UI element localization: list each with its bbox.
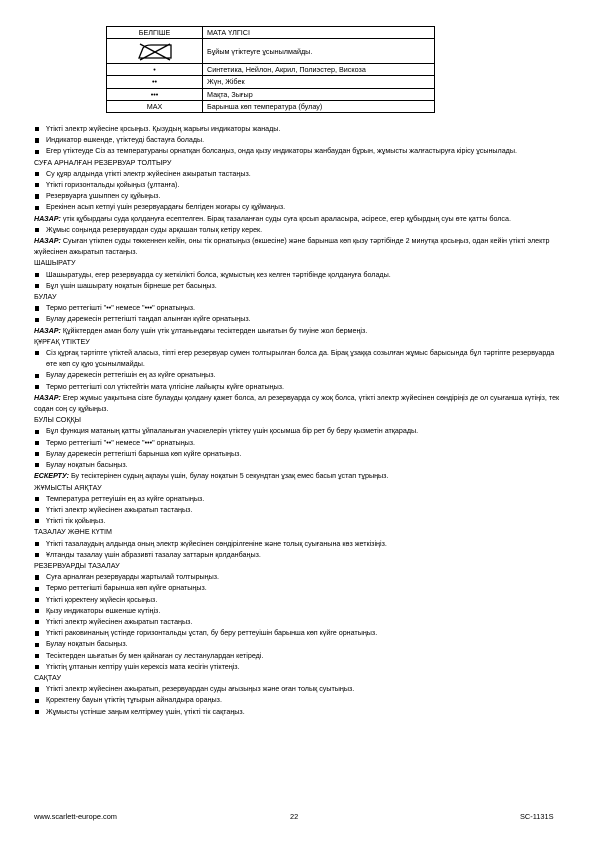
bullet-item <box>34 516 564 527</box>
bullet-text: Үтікті қоректену жүйесін қосыңыз. <box>46 595 158 604</box>
bullet-square-icon <box>35 452 39 456</box>
bullet-square-icon <box>35 620 39 624</box>
bullet-item <box>34 628 564 639</box>
bullet-text: Үтікті раковинаның үстінде горизонтальды ұстап, бу беру реттеуішін барынша көп күйге орнатыңыз. <box>46 629 378 638</box>
bullet-square-icon <box>35 598 39 602</box>
section-heading: БУЛЫ СОҚҚЫ <box>34 416 82 425</box>
bullet-item <box>34 146 564 157</box>
table-cell-fabric: Бұйым үтіктеуге ұсынылмайды. <box>203 39 435 64</box>
bullet-item <box>34 426 564 437</box>
note-paragraph <box>34 393 564 415</box>
table-cell-symbol: •• <box>107 76 203 88</box>
bullet-item <box>34 382 564 393</box>
table-cell-fabric: Барынша көп температура (булау) <box>203 100 435 112</box>
footer-page-number: 22 <box>290 812 299 821</box>
bullet-text: Үтікті электр жүйесінен ажыратып тастаңыз. <box>46 505 193 514</box>
note-text: Егер жұмыс уақытына сізге булауды қолдану қажет болса, ал резервуарда су жоқ болса, үтікті электр жүйесінен сөндіріңіз де ол суығанша күтіңіз, тек содан соң су құйыңыз. <box>34 393 560 414</box>
bullet-square-icon <box>35 374 39 378</box>
bullet-square-icon <box>35 665 39 669</box>
bullet-item <box>34 550 564 561</box>
bullet-text: Термо реттегішті барынша көп күйге орнатыңыз. <box>46 584 207 593</box>
bullet-item <box>34 225 564 236</box>
bullet-square-icon <box>35 699 39 703</box>
section-heading: ТАЗАЛАУ ЖӘНЕ КҮТІМ <box>34 528 112 537</box>
bullet-square-icon <box>35 351 39 355</box>
bullet-item <box>34 572 564 583</box>
section-heading: САҚТАУ <box>34 673 62 682</box>
table-cell-symbol: MAX <box>107 100 203 112</box>
note-paragraph <box>34 236 564 258</box>
bullet-item <box>34 348 564 370</box>
bullet-square-icon <box>35 228 39 232</box>
note-label: НАЗАР: <box>34 237 61 246</box>
bullet-item <box>34 539 564 550</box>
bullet-text: Үтікті тік қойыңыз. <box>46 517 106 526</box>
bullet-item <box>34 191 564 202</box>
bullet-text: Егер үтіктеуде Сіз аз температураны орнатқан болсаңыз, онда қызу индикаторы жанбаудан бұрын, жұмысты жалғастыруға кірісу ұсынылады. <box>46 147 517 156</box>
bullet-text: Үтікті электр жүйесінен ажыратып тастаңыз. <box>46 617 193 626</box>
bullet-square-icon <box>35 643 39 647</box>
bullet-item <box>34 270 564 281</box>
bullet-square-icon <box>35 306 39 310</box>
bullet-text: Шашыратуды, егер резервуарда су жеткілікті болса, жұмыстың кез келген тәртібінде қолдануға болады. <box>46 270 391 279</box>
bullet-text: Термо реттегішті сол үтіктейтін мата үлгісіне лайықты күйге орнатыңыз. <box>46 382 284 391</box>
table-row <box>107 100 435 112</box>
bullet-square-icon <box>35 587 39 591</box>
bullet-item <box>34 684 564 695</box>
bullet-square-icon <box>35 654 39 658</box>
note-paragraph <box>34 214 564 225</box>
no-ironing-icon <box>135 42 175 62</box>
note-label: НАЗАР: <box>34 326 61 335</box>
section-heading: РЕЗЕРВУАРДЫ ТАЗАЛАУ <box>34 561 120 570</box>
bullet-text: Үтікті электр жүйесінен ажыратып, резервуардан суды ағызыңыз және оған толық суытыңыз. <box>46 685 355 694</box>
bullet-text: Бұл функция матаның қатты ұйпаланыған учаскелерін үтіктеу үшін қосымша бір рет бу беру қызметін атқарады. <box>46 427 419 436</box>
bullet-item <box>34 124 564 135</box>
bullet-square-icon <box>35 127 39 131</box>
bullet-item <box>34 180 564 191</box>
table-cell-symbol: ••• <box>107 88 203 100</box>
bullet-item <box>34 202 564 213</box>
table-cell-fabric: Мақта, Зығыр <box>203 88 435 100</box>
note-paragraph <box>34 471 564 482</box>
bullet-text: Жұмыс соңында резервуардан суды арқашан толық кетіру керек. <box>46 225 263 234</box>
bullet-item <box>34 606 564 617</box>
section-heading: ШАШЫРАТУ <box>34 259 76 268</box>
section-heading: ЖҰМЫСТЫ АЯҚТАУ <box>34 483 102 492</box>
bullet-item <box>34 494 564 505</box>
footer-url: www.scarlett-europe.com <box>34 812 117 821</box>
section-heading: СУҒА АРНАЛҒАН РЕЗЕРВУАР ТОЛТЫРУ <box>34 158 172 167</box>
note-paragraph <box>34 326 564 337</box>
bullet-text: Жұмысты үстінше заңым келтірмеу үшін, үтікті тік сақтаңыз. <box>46 707 245 716</box>
bullet-item <box>34 707 564 718</box>
footer-model: SC-1131S <box>520 812 554 821</box>
instructions-body <box>34 124 564 718</box>
bullet-item <box>34 695 564 706</box>
bullet-item <box>34 583 564 594</box>
table-header-symbol: БЕЛГІШЕ <box>107 27 203 39</box>
bullet-item <box>34 651 564 662</box>
bullet-item <box>34 662 564 673</box>
note-label: ЕСКЕРТУ: <box>34 472 69 481</box>
table-row <box>107 76 435 88</box>
bullet-text: Суға арналған резервуарды жартылай толтырыңыз. <box>46 573 220 582</box>
bullet-item <box>34 595 564 606</box>
bullet-text: Қоректену бауын үтіктің тұғырын айналдыра ораңыз. <box>46 696 222 705</box>
bullet-text: Су құяр алдында үтікті электр жүйесінен ажыратып тастаңыз. <box>46 169 251 178</box>
note-text: Бу тесіктерінен судың ақпауы үшін, булау ноқатын 5 секундтан ұзақ емес басып ұстап тұрыңыз. <box>68 472 389 481</box>
bullet-square-icon <box>35 138 39 142</box>
note-text: үтік құбырдағы суда қолдануға есептелген. Бірақ тазаланған суды суға қосып араласыра, әсіресе, егер құбырдың суы өте қатты болса. <box>60 214 511 223</box>
bullet-square-icon <box>35 206 39 210</box>
bullet-square-icon <box>35 710 39 714</box>
bullet-square-icon <box>35 542 39 546</box>
note-text: Суыған үтікпен суды төккеннен кейін, оны тік орнатыңыз (өкшесіне) және барынша көп қызу тәртібінде 2 минутқа қосыңыз, одан кейін үтікті электр жүйесінен ажыратып тастаңыз. <box>34 237 550 257</box>
section-heading: ҚҰРҒАҚ ҮТІКТЕУ <box>34 337 90 346</box>
bullet-text: Булау дәрежесін реттегішті таңдап алынған күйге орнатыңыз. <box>46 315 251 324</box>
bullet-square-icon <box>35 497 39 501</box>
bullet-item <box>34 617 564 628</box>
bullet-item <box>34 639 564 650</box>
note-label: НАЗАР: <box>34 393 61 402</box>
bullet-square-icon <box>35 194 39 198</box>
bullet-square-icon <box>35 687 39 691</box>
bullet-item <box>34 449 564 460</box>
table-cell-fabric: Жүн, Жібек <box>203 76 435 88</box>
bullet-square-icon <box>35 553 39 557</box>
bullet-square-icon <box>35 385 39 389</box>
bullet-text: Булау дәрежесін реттегішін ең аз күйге орнатыңыз. <box>46 371 216 380</box>
bullet-square-icon <box>35 609 39 613</box>
bullet-square-icon <box>35 183 39 187</box>
section-heading: БУЛАУ <box>34 293 57 302</box>
bullet-square-icon <box>35 172 39 176</box>
bullet-text: Сіз құрғақ тәртіпте үтіктей аласыз, тіпті егер резервуар сумен толтырылған болса да. Бірақ ұзаққа созылған жұмыс барысында бұл тәртіпте резервуарда өте көп су құю ұсынылмайды. <box>46 349 555 369</box>
bullet-item <box>34 438 564 449</box>
bullet-square-icon <box>35 508 39 512</box>
note-text: Құйіктерден аман болу үшін үтік ұлтанындағы тесіктерден шығатын бу тиуіне жол бермеңіз. <box>60 326 368 335</box>
table-cell-symbol: • <box>107 64 203 76</box>
bullet-square-icon <box>35 575 39 579</box>
bullet-text: Термо реттегішті "••" немесе "•••" орнатыңыз. <box>46 304 196 313</box>
bullet-text: Үтікті горизонтальды қойыңыз (ұлтанға). <box>46 181 180 190</box>
bullet-text: Индикатор өшкенде, үтіктеуді бастауға болады. <box>46 136 205 145</box>
bullet-text: Резервуарға ұшыппен су құйыңыз. <box>46 192 161 201</box>
table-cell-fabric: Синтетика, Нейлон, Акрил, Полиэстер, Вискоза <box>203 64 435 76</box>
bullet-text: Температура реттеуішін ең аз күйге орнатыңыз. <box>46 494 205 503</box>
bullet-text: Булау дәрежесін реттегішті барынша көп күйге орнатыңыз. <box>46 449 242 458</box>
bullet-item <box>34 314 564 325</box>
table-header-row <box>107 27 435 39</box>
bullet-text: Бұл үшін шашырату ноқатын бірнеше рет басыңыз. <box>46 281 217 290</box>
bullet-text: Булау ноқатын басыңыз. <box>46 461 128 470</box>
bullet-item <box>34 135 564 146</box>
bullet-item <box>34 460 564 471</box>
bullet-square-icon <box>35 463 39 467</box>
table-row <box>107 64 435 76</box>
bullet-square-icon <box>35 430 39 434</box>
bullet-square-icon <box>35 631 39 635</box>
bullet-item <box>34 303 564 314</box>
bullet-square-icon <box>35 273 39 277</box>
table-row <box>107 39 435 64</box>
bullet-square-icon <box>35 284 39 288</box>
bullet-square-icon <box>35 150 39 154</box>
bullet-text: Булау ноқатын басыңыз. <box>46 640 128 649</box>
table-row <box>107 88 435 100</box>
bullet-text: Термо реттегішті "••" немесе "•••" орнатыңыз. <box>46 438 196 447</box>
bullet-text: Үтікті электр жүйесіне қосыңыз. Қызудың жарығы индикаторы жанады. <box>46 125 281 133</box>
bullet-text: Ерекінен асып кетпуі үшін резервуардағы белгіден жоғары су құймаңыз. <box>46 203 286 212</box>
bullet-text: Тесіктерден шығатын бу мен қайнаған су лестанулардан кетіреді. <box>46 651 264 660</box>
note-label: НАЗАР: <box>34 214 61 223</box>
bullet-square-icon <box>35 318 39 322</box>
bullet-text: Қызу индикаторы өшкенше күтіңіз. <box>46 606 161 615</box>
bullet-item <box>34 281 564 292</box>
bullet-text: Үтікті тазалаудың алдында оның электр жүйесінен сөндірілгеніне және толық суығанына көз жеткізіңіз. <box>46 539 387 548</box>
table-cell-symbol <box>107 39 203 64</box>
fabric-symbol-table <box>106 26 435 113</box>
bullet-text: Ұлтанды тазалау үшін абразивті тазалау заттарын қолданбаңыз. <box>46 550 261 559</box>
bullet-text: Үтіктің ұлтанын кептіру үшін керексіз мата кесігін үтіктеңіз. <box>46 662 240 671</box>
bullet-item <box>34 370 564 381</box>
bullet-item <box>34 505 564 516</box>
bullet-square-icon <box>35 441 39 445</box>
bullet-item <box>34 169 564 180</box>
table-header-fabric: МАТА ҮЛГІСІ <box>203 27 435 39</box>
bullet-square-icon <box>35 519 39 523</box>
